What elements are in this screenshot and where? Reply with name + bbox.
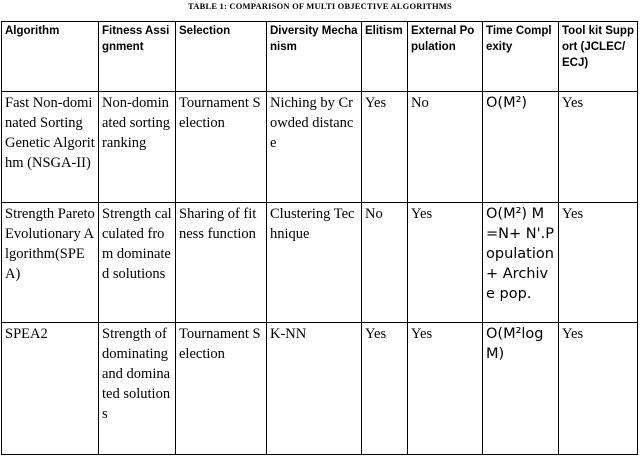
cell-algorithm: SPEA2 bbox=[2, 323, 99, 455]
cell-time: O(M²log M) bbox=[483, 323, 559, 455]
cell-elitism: Yes bbox=[362, 323, 408, 455]
cell-selection: Tournament Selection bbox=[176, 92, 267, 203]
cell-elitism: Yes bbox=[362, 92, 408, 203]
cell-external: Yes bbox=[408, 323, 483, 455]
cell-toolkit: Yes bbox=[559, 92, 638, 203]
cell-fitness: Strength calculated from dominated solutions bbox=[99, 203, 176, 323]
header-row bbox=[2, 22, 638, 92]
table-caption bbox=[0, 1, 640, 11]
header-time-complexity: Time Complexity bbox=[483, 22, 559, 92]
cell-diversity: Clustering Technique bbox=[267, 203, 362, 323]
cell-selection: Sharing of fitness function bbox=[176, 203, 267, 323]
header-diversity-mechanism: Diversity Mechanism bbox=[267, 22, 362, 92]
cell-fitness: Strength of dominating and dominated solutions bbox=[99, 323, 176, 455]
cell-fitness: Non-dominated sorting ranking bbox=[99, 92, 176, 203]
header-elitism: Elitism bbox=[362, 22, 408, 92]
cell-diversity: K-NN bbox=[267, 323, 362, 455]
header-fitness-assignment: Fitness Assignment bbox=[99, 22, 176, 92]
cell-elitism: No bbox=[362, 203, 408, 323]
cell-time: O(M²) M=N+ N'.Population + Archive pop. bbox=[483, 203, 559, 323]
cell-toolkit: Yes bbox=[559, 203, 638, 323]
cell-algorithm: Fast Non-dominated Sorting Genetic Algorithm (NSGA-II) bbox=[2, 92, 99, 203]
header-toolkit-support: Tool kit Support (JCLEC/ ECJ) bbox=[559, 22, 638, 92]
caption-text: COMPARISON OF MULTI OBJECTIVE ALGORITHMS bbox=[229, 1, 452, 11]
header-selection: Selection bbox=[176, 22, 267, 92]
cell-diversity: Niching by Crowded distance bbox=[267, 92, 362, 203]
comparison-table bbox=[1, 21, 638, 455]
cell-algorithm: Strength Pareto Evolutionary Algorithm(SPEA) bbox=[2, 203, 99, 323]
table-row bbox=[2, 92, 638, 203]
cell-toolkit: Yes bbox=[559, 323, 638, 455]
cell-external: Yes bbox=[408, 203, 483, 323]
cell-selection: Tournament Selection bbox=[176, 323, 267, 455]
cell-time: O(M²) bbox=[483, 92, 559, 203]
table-row bbox=[2, 203, 638, 323]
header-external-population: External Population bbox=[408, 22, 483, 92]
table-row bbox=[2, 323, 638, 455]
cell-external: No bbox=[408, 92, 483, 203]
header-algorithm: Algorithm bbox=[2, 22, 99, 92]
caption-prefix: TABLE 1: bbox=[188, 1, 228, 11]
